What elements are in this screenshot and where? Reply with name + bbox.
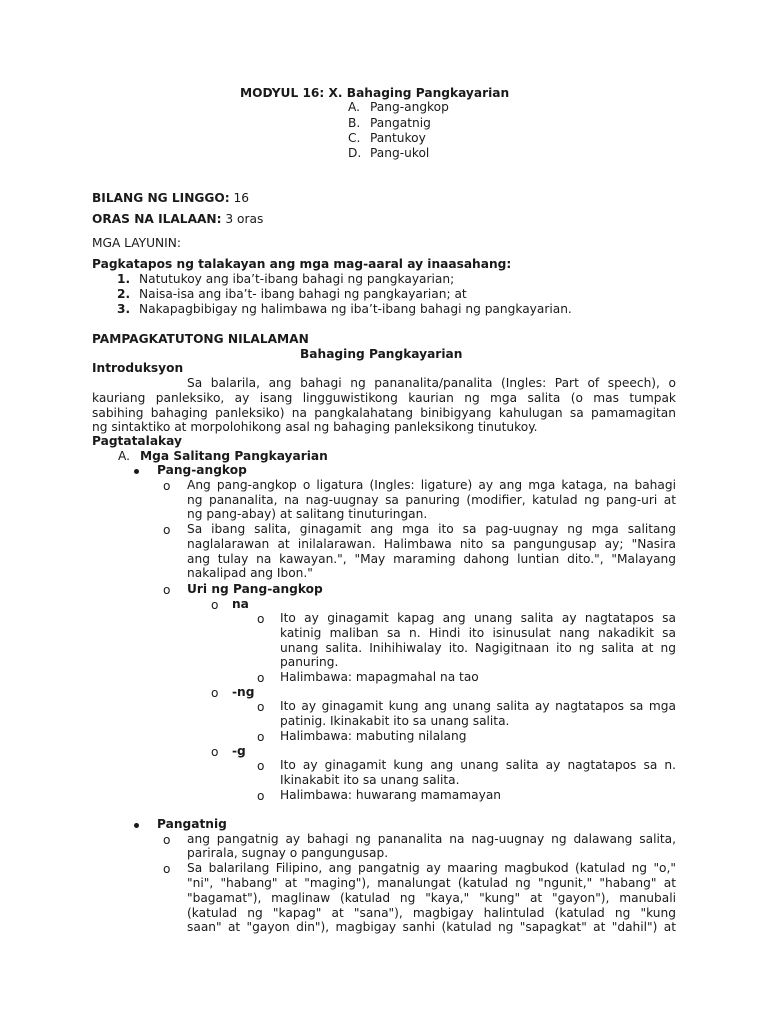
bullet-dot xyxy=(134,469,139,474)
bullet-dot xyxy=(134,823,139,828)
topic-marker: C. xyxy=(348,131,361,145)
topic-marker: A. xyxy=(348,100,360,114)
circle-bullet: o xyxy=(163,583,171,597)
pangatnig-p2-line: "ni", "habang" at "maging"), manalungat (katulad ng "ngunit," "habang" at xyxy=(187,876,676,890)
module-title: MODYUL 16: X. Bahaging Pangkayarian xyxy=(240,86,510,100)
g-desc-line: Ikinakabit ito sa unang salita. xyxy=(280,773,460,787)
pangangkop-title: Pang-angkop xyxy=(157,463,247,477)
time-value: 3 oras xyxy=(225,212,264,226)
circle-bullet: o xyxy=(257,671,265,685)
intro-line: ng sintaktiko at morpolohikong asal ng bahaging panleksikong tinutukoy. xyxy=(92,420,538,434)
circle-bullet: o xyxy=(211,686,219,700)
circle-bullet: o xyxy=(211,745,219,759)
week-row xyxy=(92,191,249,206)
na-desc-line: unang salita. Inihihiwalay ito. Nagigitnaan ito ng salita at ng xyxy=(280,641,676,655)
week-value: 16 xyxy=(233,191,250,205)
pangatnig-p2-line: Sa balarilang Filipino, ang pangatnig ay maaring magbukod (katulad ng "o," xyxy=(187,861,676,875)
pangangkop-p1-line: ng pang-abay) at salitang tinuturingan. xyxy=(187,507,428,521)
topic-marker: D. xyxy=(348,146,362,160)
topic-label: Pantukoy xyxy=(370,131,426,145)
ng-desc-line: Ito ay ginagamit kung ang unang salita ay nagtatapos sa mga xyxy=(280,699,676,713)
pangangkop-p2-line: ang tulay na kawayan.", "May maraming dahong luntian dito.", "Malayang xyxy=(187,552,676,566)
pangangkop-p2-line: nakalipad ang Ibon." xyxy=(187,566,313,580)
circle-bullet: o xyxy=(163,479,171,493)
time-label: ORAS NA ILALAAN: xyxy=(92,212,222,226)
na-desc-line: katinig maliban sa n. Hindi ito isinusulat nang nakadikit sa xyxy=(280,626,676,640)
intro-line: sabihing bahaging panleksiko) na pangkalahatang binibigyang kahulugan sa pamamagitan xyxy=(92,406,676,420)
objective-text: Natutukoy ang iba’t-ibang bahagi ng pangkayarian; xyxy=(139,272,455,286)
objective-text: Naisa-isa ang iba’t- ibang bahagi ng pangkayarian; at xyxy=(139,287,467,301)
objectives-intro: Pagkatapos ng talakayan ang mga mag-aaral ay inaasahang: xyxy=(92,257,512,271)
subsection-title: Mga Salitang Pangkayarian xyxy=(140,449,328,463)
pangatnig-title: Pangatnig xyxy=(157,817,227,831)
circle-bullet: o xyxy=(257,759,265,773)
circle-bullet: o xyxy=(257,730,265,744)
discussion-heading: Pagtatalakay xyxy=(92,434,182,448)
na-title: na xyxy=(232,597,249,611)
topic-label: Pangatnig xyxy=(370,116,431,130)
topic-label: Pang-ukol xyxy=(370,146,430,160)
na-desc-line: Ito ay ginagamit kapag ang unang salita ay nagtatapos sa xyxy=(280,611,676,625)
na-desc-line: panuring. xyxy=(280,655,339,669)
center-title: Bahaging Pangkayarian xyxy=(300,347,463,361)
pangatnig-p2-line: saan" at "gayon din"), magbigay sanhi (katulad ng "sapagkat" at "dahil") at xyxy=(187,920,676,934)
circle-bullet: o xyxy=(211,598,219,612)
ng-example: Halimbawa: mabuting nilalang xyxy=(280,729,467,743)
uri-title: Uri ng Pang-angkop xyxy=(187,582,323,596)
pangatnig-p1-line: parirala, sugnay o pangungusap. xyxy=(187,846,389,860)
g-title: -g xyxy=(232,744,246,758)
intro-heading: Introduksyon xyxy=(92,361,184,375)
circle-bullet: o xyxy=(257,700,265,714)
circle-bullet: o xyxy=(163,862,171,876)
circle-bullet: o xyxy=(163,833,171,847)
circle-bullet: o xyxy=(257,612,265,626)
intro-line: kauriang panleksiko, ay isang lingguwistikong kaurian ng mga salita (o mas tumpak xyxy=(92,391,676,405)
subsection-marker: A. xyxy=(118,449,130,463)
time-row xyxy=(92,212,263,227)
week-label: BILANG NG LINGGO: xyxy=(92,191,230,205)
ng-desc-line: patinig. Ikinakabit ito sa unang salita. xyxy=(280,714,510,728)
section-title: PAMPAGKATUTONG NILALAMAN xyxy=(92,332,309,346)
g-example: Halimbawa: huwarang mamamayan xyxy=(280,788,502,802)
objective-number: 3. xyxy=(117,302,131,316)
topic-marker: B. xyxy=(348,116,361,130)
pangatnig-p1-line: ang pangatnig ay bahagi ng pananalita na nag-uugnay ng dalawang salita, xyxy=(187,832,676,846)
pangangkop-p1-line: Ang pang-angkop o ligatura (Ingles: ligature) ay ang mga kataga, na bahagi xyxy=(187,478,676,492)
circle-bullet: o xyxy=(257,789,265,803)
intro-line: Sa balarila, ang bahagi ng pananalita/panalita (Ingles: Part of speech), o xyxy=(187,376,676,390)
objective-number: 2. xyxy=(117,287,131,301)
pangangkop-p2-line: Sa ibang salita, ginagamit ang mga ito sa pag-uugnay ng mga salitang xyxy=(187,522,676,536)
ng-title: -ng xyxy=(232,685,255,699)
objective-text: Nakapagbibigay ng halimbawa ng iba’t-ibang bahagi ng pangkayarian. xyxy=(139,302,572,316)
na-example: Halimbawa: mapagmahal na tao xyxy=(280,670,479,684)
pangatnig-p2-line: (katulad ng "kapag" at "sana"), magbigay halintulad (katulad ng "kung xyxy=(187,906,676,920)
topic-label: Pang-angkop xyxy=(370,100,449,114)
pangangkop-p2-line: naglalarawan at inilalarawan. Halimbawa nito sa pangungusap ay; "Nasira xyxy=(187,537,676,551)
pangangkop-p1-line: ng pananalita, na nag-uugnay sa panuring (modifier, katulad ng pang-uri at xyxy=(187,493,676,507)
g-desc-line: Ito ay ginagamit kung ang unang salita ay nagtatapos sa n. xyxy=(280,758,676,772)
circle-bullet: o xyxy=(163,523,171,537)
objective-number: 1. xyxy=(117,272,131,286)
pangatnig-p2-line: "bagamat"), maglinaw (katulad ng "kaya," "kung" at "gayon"), manubali xyxy=(187,891,676,905)
objectives-label: MGA LAYUNIN: xyxy=(92,236,181,250)
